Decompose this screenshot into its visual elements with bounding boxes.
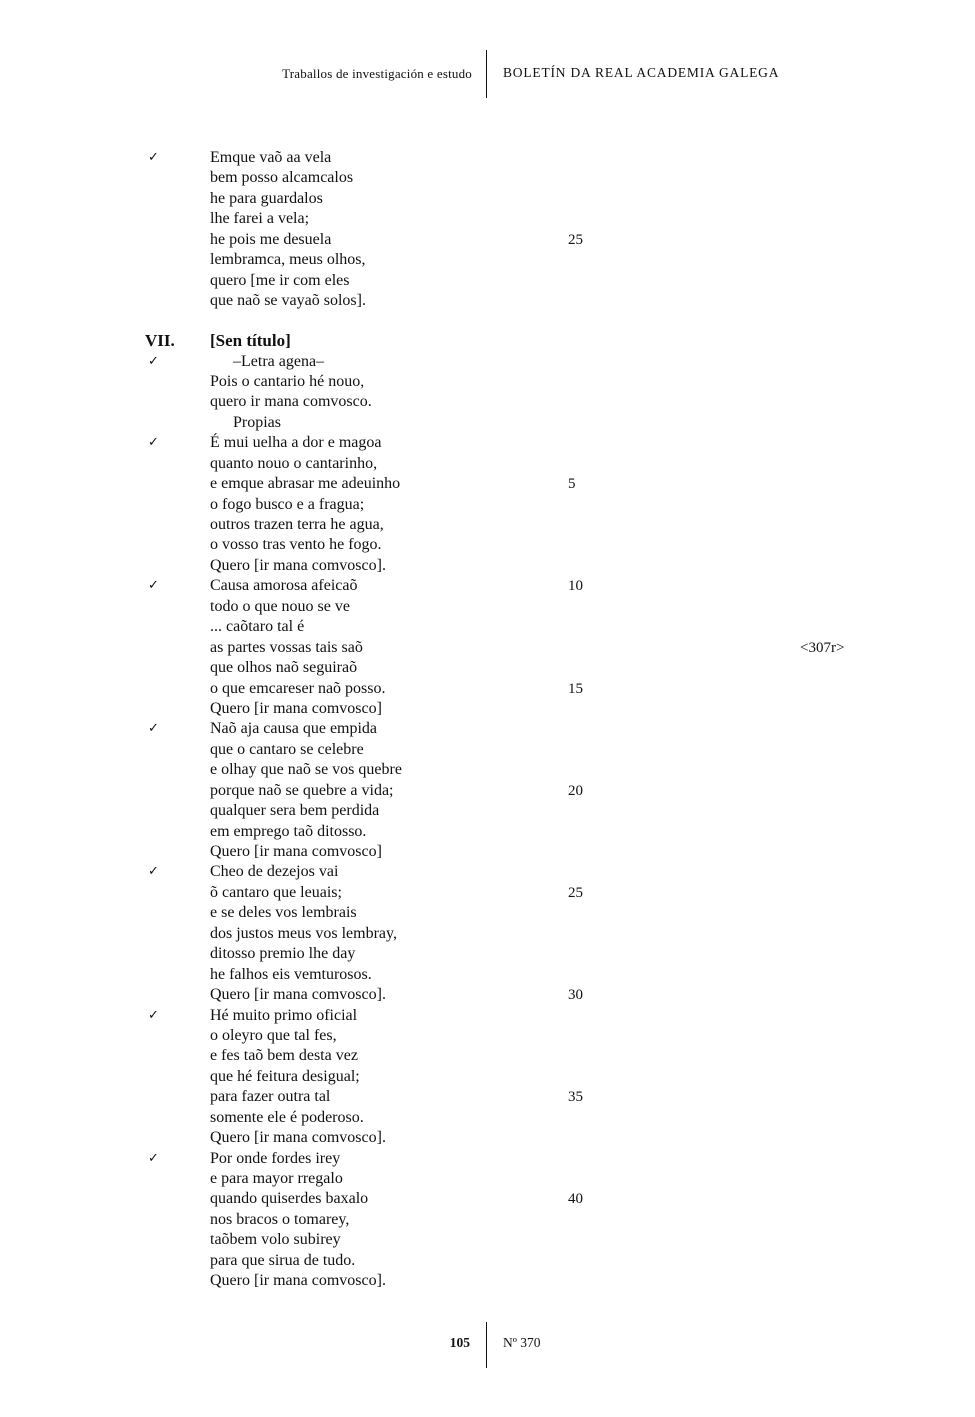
- verse-text: lembramca, meus olhos,: [210, 251, 366, 269]
- checkmark-icon: ✓: [148, 1007, 159, 1023]
- poem-line-row: [145, 1210, 957, 1230]
- poem-line-row: [145, 515, 957, 535]
- poem-line-row: [145, 801, 957, 821]
- verse-line-number: 40: [568, 1191, 583, 1208]
- poem-line-row: [145, 372, 957, 392]
- poem-line-row: [145, 495, 957, 515]
- verse-text: quando quiserdes baxalo: [210, 1190, 369, 1208]
- poem-line-row: [145, 392, 957, 412]
- verse-text: dos justos meus vos lembray,: [210, 924, 397, 942]
- poem-line-row: [145, 576, 957, 596]
- poem-line-row: [145, 597, 957, 617]
- verse-text: Quero [ir mana comvosco].: [210, 1272, 386, 1290]
- verse-text: bem posso alcamcalos: [210, 169, 354, 187]
- verse-text: he pois me desuela: [210, 230, 332, 248]
- poem-line-row: [145, 719, 957, 739]
- verse-text: Quero [ir mana comvosco].: [210, 1129, 386, 1147]
- verse-line-number: 30: [568, 987, 583, 1004]
- verse-text: Quero [ir mana comvosco].: [210, 556, 386, 574]
- poem-line-row: [145, 740, 957, 760]
- verse-text: e se deles vos lembrais: [210, 904, 357, 922]
- verse-text: Pois o cantario hé nouo,: [210, 372, 365, 390]
- poem-line-row: [145, 168, 957, 188]
- verse-text: para que sirua de tudo.: [210, 1251, 356, 1269]
- poem-line-row: [145, 1128, 957, 1148]
- footer-page-number: 105: [449, 1335, 470, 1350]
- header-journal-title: BOLETÍN DA REAL ACADEMIA GALEGA: [503, 65, 780, 80]
- poem-section-heading-row: [145, 330, 957, 352]
- poem-line-row: [145, 944, 957, 964]
- verse-text: Por onde fordes irey: [210, 1149, 341, 1167]
- verse-text: taõbem volo subirey: [210, 1231, 341, 1249]
- checkmark-icon: ✓: [148, 435, 159, 451]
- footer-issue-number: Nº 370: [503, 1335, 541, 1350]
- poem-line-row: [145, 1006, 957, 1026]
- checkmark-icon: ✓: [148, 721, 159, 737]
- verse-text: Causa amorosa afeicaõ: [210, 577, 358, 595]
- poem-line-row: [145, 1026, 957, 1046]
- verse-line-number: 15: [568, 680, 583, 697]
- poem-line-row: [145, 1271, 957, 1291]
- verse-text: Quero [ir mana comvosco]: [210, 843, 382, 860]
- verse-text: e olhay que naõ se vos quebre: [210, 761, 402, 779]
- verse-line-number: 5: [568, 476, 576, 493]
- poem-line-row: [145, 474, 957, 494]
- poem-line-row: [145, 271, 957, 291]
- verse-text: todo o que nouo se ve: [210, 597, 350, 615]
- poem-line-row: [145, 291, 957, 311]
- poem-line-row: [145, 230, 957, 250]
- checkmark-icon: ✓: [148, 353, 159, 369]
- verse-text: porque naõ se quebre a vida;: [210, 781, 394, 799]
- checkmark-icon: ✓: [148, 150, 159, 165]
- poem-line-row: [145, 985, 957, 1005]
- poem-line-row: [145, 822, 957, 842]
- verse-text: outros trazen terra he agua,: [210, 516, 384, 533]
- section-title: [Sen título]: [210, 330, 291, 350]
- verse-text: lhe farei a vela;: [210, 210, 310, 228]
- verse-text: Hé muito primo oficial: [210, 1006, 358, 1024]
- poem-line-row: [145, 352, 957, 372]
- verse-text: e fes taõ bem desta vez: [210, 1047, 358, 1065]
- verse-text: em emprego taõ ditosso.: [210, 822, 367, 840]
- footer-divider: [486, 1322, 487, 1368]
- poem-line-row: [145, 1230, 957, 1250]
- verse-text: qualquer sera bem perdida: [210, 802, 380, 820]
- verse-text: ... caõtaro tal é: [210, 618, 305, 636]
- verse-text: o oleyro que tal fes,: [210, 1026, 337, 1044]
- poem-line-row: [145, 658, 957, 678]
- checkmark-icon: ✓: [148, 864, 159, 880]
- poem-line-row: [145, 965, 957, 985]
- poem-line-row: [145, 250, 957, 270]
- folio-marker: <307r>: [800, 639, 845, 656]
- verse-text: Emque vaõ aa vela: [210, 149, 332, 166]
- poem-line-row: [145, 209, 957, 229]
- verse-text: o que emcareser naõ posso.: [210, 679, 386, 697]
- poem-line-row: [145, 1108, 957, 1128]
- verse-text: Naõ aja causa que empida: [210, 720, 378, 738]
- verse-text: õ cantaro que leuais;: [210, 883, 342, 901]
- verse-line-number: 10: [568, 578, 583, 595]
- poem-line-row: [145, 842, 957, 862]
- poem-line-row: [145, 679, 957, 699]
- verse-text: Cheo de dezejos vai: [210, 863, 339, 881]
- poem-line-row: [145, 862, 957, 882]
- verse-text: e para mayor rregalo: [210, 1170, 343, 1187]
- verse-text: Quero [ir mana comvosco]: [210, 699, 382, 717]
- poem-line-row: [145, 1067, 957, 1087]
- poem-line-row: [145, 413, 957, 433]
- verse-text: –Letra agena–: [233, 352, 325, 370]
- verse-text: ditosso premio lhe day: [210, 945, 356, 963]
- poem-line-row: [145, 638, 957, 658]
- poem-line-row: [145, 781, 957, 801]
- verse-text: É mui uelha a dor e magoa: [210, 434, 382, 452]
- header-divider: [486, 50, 487, 98]
- poem-line-row: [145, 556, 957, 576]
- verse-text: o vosso tras vento he fogo.: [210, 536, 382, 554]
- verse-text: nos bracos o tomarey,: [210, 1210, 350, 1228]
- verse-text: he falhos eis vemturosos.: [210, 965, 372, 983]
- verse-text: Propias: [233, 413, 281, 431]
- verse-text: Quero [ir mana comvosco].: [210, 986, 386, 1004]
- checkmark-icon: ✓: [148, 578, 159, 594]
- verse-text: que naõ se vayaõ solos].: [210, 292, 366, 310]
- verse-text: e emque abrasar me adeuinho: [210, 475, 401, 493]
- poem-line-row: [145, 1251, 957, 1271]
- poem-line-row: [145, 1087, 957, 1107]
- verse-line-number: 25: [568, 884, 583, 901]
- poem-line-row: [145, 699, 957, 719]
- verse-text: quero ir mana comvosco.: [210, 393, 372, 411]
- verse-text: quero [me ir com eles: [210, 271, 350, 289]
- poem-line-row: [145, 903, 957, 923]
- poem-line-row: [145, 883, 957, 903]
- verse-text: que hé feitura desigual;: [210, 1067, 360, 1085]
- poem-line-row: [145, 924, 957, 944]
- verse-text: he para guardalos: [210, 189, 323, 207]
- poem-line-row: [145, 1149, 957, 1169]
- poem-line-row: [145, 189, 957, 209]
- verse-text: o fogo busco e a fragua;: [210, 495, 365, 513]
- poem-line-row: [145, 1169, 957, 1189]
- section-number: VII.: [145, 330, 175, 350]
- poem-line-row: [145, 760, 957, 780]
- poem-line-row: [145, 433, 957, 453]
- header-section-label: Traballos de investigación e estudo: [282, 66, 472, 81]
- checkmark-icon: ✓: [148, 1150, 159, 1166]
- verse-text: que o cantaro se celebre: [210, 740, 364, 758]
- verse-line-number: 25: [568, 231, 583, 248]
- verse-text: as partes vossas tais saõ: [210, 638, 363, 656]
- poem-body: [145, 148, 957, 1292]
- verse-text: que olhos naõ seguiraõ: [210, 659, 358, 677]
- poem-line-row: [145, 617, 957, 637]
- verse-line-number: 20: [568, 782, 583, 799]
- poem-line-row: [145, 1189, 957, 1209]
- poem-line-row: [145, 1046, 957, 1066]
- verse-text: para fazer outra tal: [210, 1088, 331, 1106]
- verse-line-number: 35: [568, 1089, 583, 1106]
- poem-line-row: [145, 454, 957, 474]
- poem-line-row: [145, 535, 957, 555]
- verse-text: somente ele é poderoso.: [210, 1108, 364, 1126]
- verse-text: quanto nouo o cantarinho,: [210, 454, 378, 472]
- poem-line-row: [145, 148, 957, 168]
